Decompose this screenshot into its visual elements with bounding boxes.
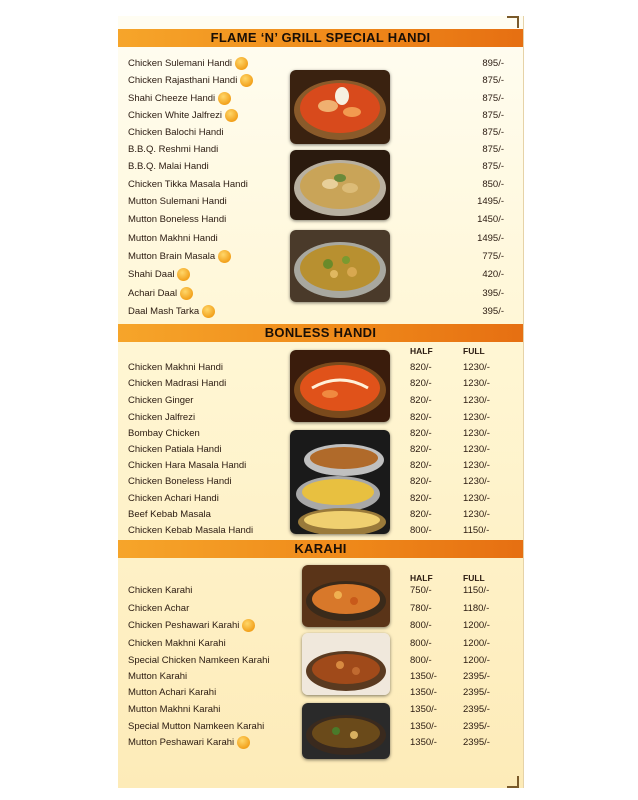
handi-dish-photo: [290, 230, 390, 302]
menu-item: Chicken Achari Handi 820/- 1230/-: [128, 493, 490, 504]
menu-item: Chicken Tikka Masala Handi 850/-: [128, 179, 504, 190]
menu-item: Chicken Hara Masala Handi 820/- 1230/-: [128, 460, 490, 471]
new-badge-icon: [177, 268, 190, 281]
karahi-dish-photo: [302, 633, 390, 695]
handi-dish-photo: [290, 150, 390, 220]
new-badge-icon: [218, 92, 231, 105]
handi-dish-photo: [290, 430, 390, 534]
new-badge-icon: [240, 74, 253, 87]
new-badge-icon: [180, 287, 193, 300]
half-column-label: HALF: [410, 573, 433, 583]
menu-item: Chicken White Jalfrezi 875/-: [128, 110, 504, 121]
handi-dish-photo: [290, 350, 390, 422]
new-badge-icon: [218, 250, 231, 263]
menu-item: Achari Daal 395/-: [128, 288, 504, 299]
menu-card: [118, 16, 524, 788]
section-header-special-handi: FLAME ‘N’ GRILL SPECIAL HANDI: [118, 29, 523, 47]
menu-item: Chicken Madrasi Handi 820/- 1230/-: [128, 378, 490, 389]
menu-item: Chicken Makhni Handi 820/- 1230/-: [128, 362, 490, 373]
karahi-dish-photo: [302, 703, 390, 759]
new-badge-icon: [235, 57, 248, 70]
corner-ornament: [507, 16, 519, 28]
menu-item: Chicken Jalfrezi 820/- 1230/-: [128, 412, 490, 423]
karahi-dish-photo: [302, 565, 390, 627]
menu-item: Mutton Brain Masala 775/-: [128, 251, 504, 262]
new-badge-icon: [202, 305, 215, 318]
menu-item: Beef Kebab Masala 820/- 1230/-: [128, 509, 490, 520]
menu-item: Chicken Kebab Masala Handi 800/- 1150/-: [128, 525, 490, 536]
half-column-label: HALF: [410, 346, 433, 356]
menu-item: Chicken Sulemani Handi 895/-: [128, 58, 504, 69]
menu-item: Chicken Ginger 820/- 1230/-: [128, 395, 490, 406]
menu-item: Mutton Boneless Handi 1450/-: [128, 214, 504, 225]
menu-item: Chicken Achar 780/- 1180/-: [128, 603, 490, 614]
menu-item: Special Mutton Namkeen Karahi 1350/- 2395/-: [128, 721, 490, 732]
menu-item: Chicken Balochi Handi 875/-: [128, 127, 504, 138]
menu-item: Mutton Karahi 1350/- 2395/-: [128, 671, 490, 682]
menu-item: B.B.Q. Malai Handi 875/-: [128, 161, 504, 172]
menu-item: Mutton Sulemani Handi 1495/-: [128, 196, 504, 207]
new-badge-icon: [225, 109, 238, 122]
menu-item: Shahi Daal 420/-: [128, 269, 504, 280]
menu-item: Shahi Cheeze Handi 875/-: [128, 93, 504, 104]
menu-item: Chicken Karahi 750/- 1150/-: [128, 585, 490, 596]
section-header-karahi: KARAHI: [118, 540, 523, 558]
corner-ornament: [507, 776, 519, 788]
menu-item: Chicken Makhni Karahi 800/- 1200/-: [128, 638, 490, 649]
menu-item: Chicken Patiala Handi 820/- 1230/-: [128, 444, 490, 455]
menu-item: Mutton Peshawari Karahi 1350/- 2395/-: [128, 737, 490, 748]
menu-item: Chicken Peshawari Karahi 800/- 1200/-: [128, 620, 490, 631]
menu-item: B.B.Q. Reshmi Handi 875/-: [128, 144, 504, 155]
menu-item: Mutton Makhni Karahi 1350/- 2395/-: [128, 704, 490, 715]
menu-item: Daal Mash Tarka 395/-: [128, 306, 504, 317]
menu-item: Special Chicken Namkeen Karahi 800/- 1200/-: [128, 655, 490, 666]
handi-dish-photo: [290, 70, 390, 144]
menu-item: Mutton Achari Karahi 1350/- 2395/-: [128, 687, 490, 698]
section-header-bonless-handi: BONLESS HANDI: [118, 324, 523, 342]
full-column-label: FULL: [463, 346, 485, 356]
menu-item: Chicken Boneless Handi 820/- 1230/-: [128, 476, 490, 487]
menu-item: Chicken Rajasthani Handi 875/-: [128, 75, 504, 86]
new-badge-icon: [237, 736, 250, 749]
new-badge-icon: [242, 619, 255, 632]
full-column-label: FULL: [463, 573, 485, 583]
menu-item: Mutton Makhni Handi 1495/-: [128, 233, 504, 244]
menu-item: Bombay Chicken 820/- 1230/-: [128, 428, 490, 439]
